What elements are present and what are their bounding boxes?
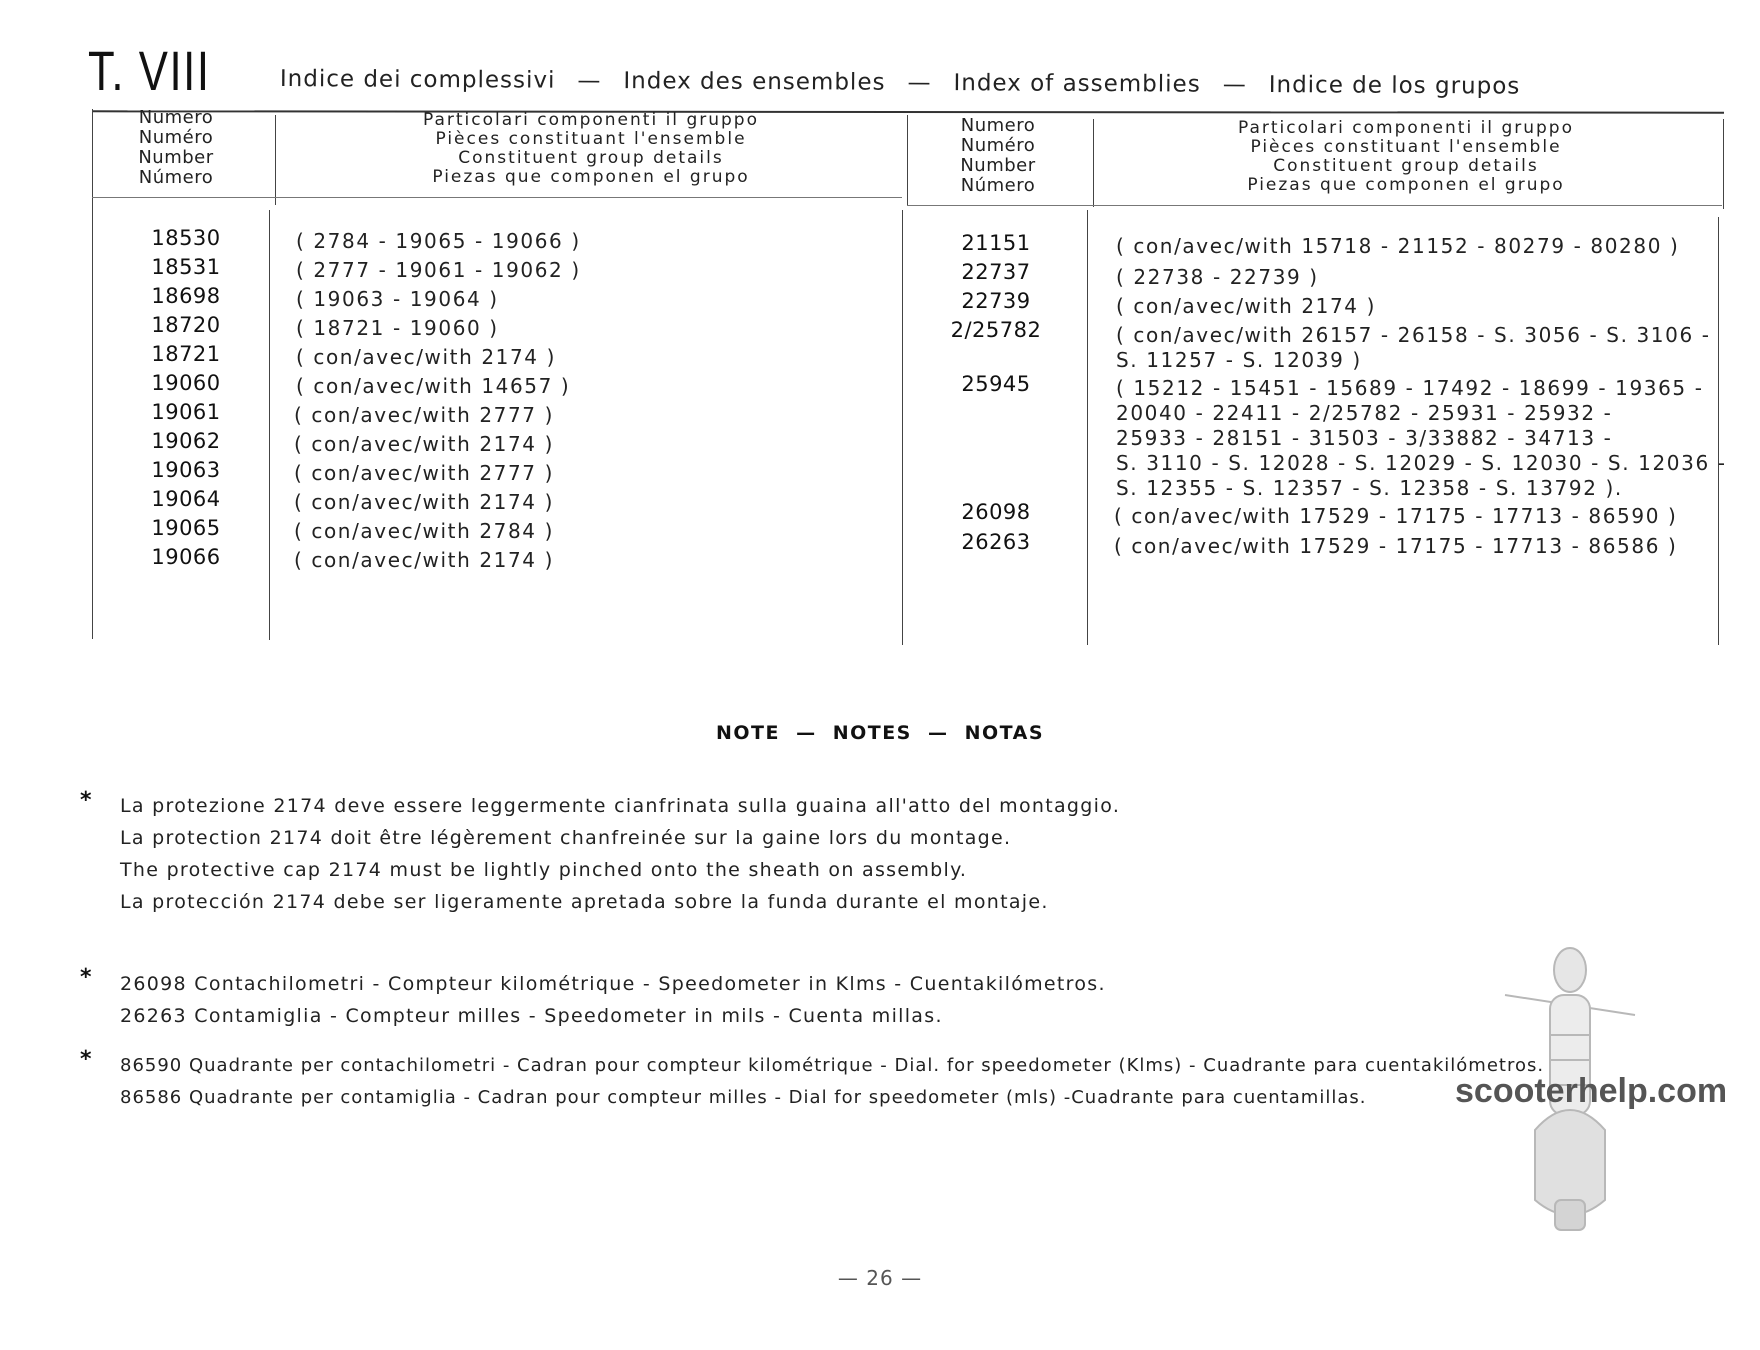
header-details-es: Piezas que componen el grupo xyxy=(1247,175,1565,195)
note-line: La protezione 2174 deve essere leggermente cianfrinata sulla guaina all'atto del montaggio. xyxy=(120,795,1121,817)
assembly-details: ( 19063 - 19064 ) xyxy=(296,287,499,311)
assemblies-table xyxy=(86,105,1726,645)
header-number-fr: Numéro xyxy=(138,127,214,148)
watermark-text: scooterhelp.com xyxy=(1455,1072,1728,1110)
table-border-left xyxy=(92,109,93,639)
assembly-details: 25933 - 28151 - 31503 - 3/33882 - 34713 - xyxy=(1116,426,1613,450)
assembly-number: 22739 xyxy=(961,289,1031,313)
assembly-details: ( con/avec/with 2174 ) xyxy=(1116,294,1376,318)
column-divider xyxy=(1087,210,1088,645)
column-divider xyxy=(1093,119,1094,207)
assembly-details: ( con/avec/with 2777 ) xyxy=(294,461,554,485)
assembly-details: ( 18721 - 19060 ) xyxy=(296,316,499,340)
header-details-it: Particolari componenti il gruppo xyxy=(423,110,759,130)
header-details-fr: Pièces constituant l'ensemble xyxy=(435,129,747,149)
title-italian: Indice dei complessivi xyxy=(279,66,556,94)
plate-number: T. VIII xyxy=(88,39,211,102)
header-details-es: Piezas que componen el grupo xyxy=(432,167,750,187)
assembly-number: 18698 xyxy=(151,284,221,308)
assembly-details: 20040 - 22411 - 2/25782 - 25931 - 25932 - xyxy=(1116,401,1613,425)
index-title xyxy=(280,66,1540,100)
assembly-number: 26263 xyxy=(961,530,1031,554)
header-rule xyxy=(92,197,902,198)
assembly-number: 19062 xyxy=(151,429,221,453)
table-border-right xyxy=(1718,217,1719,645)
assembly-details: ( 15212 - 15451 - 15689 - 17492 - 18699 - 19365 - xyxy=(1116,376,1704,400)
assembly-number: 19063 xyxy=(151,458,221,482)
column-divider xyxy=(902,210,903,645)
assembly-number: 19060 xyxy=(151,371,221,395)
header-details-it: Particolari componenti il gruppo xyxy=(1238,118,1574,138)
assembly-details: ( 2784 - 19065 - 19066 ) xyxy=(296,229,581,253)
note-line: 86590 Quadrante per contachilometri - Cadran pour compteur kilométrique - Dial. for speedometer (Klms) - Cuadrante para cuentakilómetros. xyxy=(120,1055,1545,1076)
title-separator: — xyxy=(907,69,932,96)
assembly-details: ( con/avec/with 26157 - 26158 - S. 3056 - S. 3106 - xyxy=(1116,323,1711,347)
note-line: 86586 Quadrante per contamiglia - Cadran pour compteur milles - Dial for speedometer (mls) -Cuadrante para cuentamillas. xyxy=(120,1087,1367,1108)
column-divider xyxy=(269,210,270,640)
header-number-it: Numero xyxy=(960,115,1036,136)
assembly-details: ( con/avec/with 2784 ) xyxy=(294,519,554,543)
note-line: La protection 2174 doit être légèrement chanfreinée sur la gaine lors du montage. xyxy=(120,827,1012,849)
assembly-details: ( con/avec/with 2174 ) xyxy=(294,490,554,514)
page-number: — 26 — xyxy=(837,1266,923,1290)
header-details-right xyxy=(1096,119,1716,195)
note-line: The protective cap 2174 must be lightly pinched onto the sheath on assembly. xyxy=(120,859,968,881)
assembly-details: S. 3110 - S. 12028 - S. 12029 - S. 12030 - S. 12036 - xyxy=(1116,451,1727,475)
assembly-details: ( con/avec/with 2174 ) xyxy=(294,548,554,572)
title-spanish: Indice de los grupos xyxy=(1268,72,1521,100)
assembly-details: ( con/avec/with 2777 ) xyxy=(294,403,554,427)
header-details-en: Constituent group details xyxy=(1273,156,1539,176)
note-bullet: * xyxy=(80,965,92,990)
header-number-es: Número xyxy=(138,167,214,188)
header-details-en: Constituent group details xyxy=(458,148,724,168)
note-speedometer xyxy=(120,968,1106,1032)
note-line: 26098 Contachilometri - Compteur kilométrique - Speedometer in Klms - Cuentakilómetros. xyxy=(120,973,1106,995)
header-number-it: Numero xyxy=(138,107,214,128)
note-line: 26263 Contamiglia - Compteur milles - Speedometer in mils - Cuenta millas. xyxy=(120,1005,943,1027)
assembly-details: ( con/avec/with 2174 ) xyxy=(296,345,556,369)
assembly-details: ( con/avec/with 17529 - 17175 - 17713 - 86586 ) xyxy=(1114,534,1678,558)
assembly-number: 18720 xyxy=(151,313,221,337)
note-bullet: * xyxy=(80,1047,92,1072)
title-french: Index des ensembles xyxy=(623,68,886,96)
notes-heading: NOTE — NOTES — NOTAS xyxy=(715,722,1045,744)
note-line: La protección 2174 debe ser ligeramente apretada sobre la funda durante el montaje. xyxy=(120,891,1049,913)
assembly-details: ( con/avec/with 17529 - 17175 - 17713 - 86590 ) xyxy=(1114,504,1678,528)
header-number-en: Number xyxy=(960,155,1036,176)
header-number-en: Number xyxy=(138,147,214,168)
assembly-number: 25945 xyxy=(961,372,1031,396)
assembly-details: ( 2777 - 19061 - 19062 ) xyxy=(296,258,581,282)
assembly-details: ( 22738 - 22739 ) xyxy=(1116,265,1319,289)
title-separator: — xyxy=(1222,71,1247,98)
column-divider xyxy=(907,115,908,205)
title-separator: — xyxy=(577,67,602,94)
header-details-fr: Pièces constituant l'ensemble xyxy=(1250,137,1562,157)
note-dial xyxy=(120,1050,1544,1114)
note-bullet: * xyxy=(80,788,92,813)
assembly-details: S. 12355 - S. 12357 - S. 12358 - S. 13792 ). xyxy=(1116,476,1623,500)
assembly-number: 18721 xyxy=(151,342,221,366)
assembly-number: 22737 xyxy=(961,260,1031,284)
assembly-number: 18530 xyxy=(151,226,221,250)
assembly-number: 26098 xyxy=(961,500,1031,524)
header-number-es: Número xyxy=(960,175,1036,196)
header-number-right xyxy=(918,116,1078,196)
assembly-details: ( con/avec/with 14657 ) xyxy=(296,374,571,398)
assembly-details: S. 11257 - S. 12039 ) xyxy=(1116,348,1362,372)
assembly-number: 2/25782 xyxy=(950,318,1042,342)
assembly-number: 19065 xyxy=(151,516,221,540)
table-border-right xyxy=(1723,119,1724,209)
assembly-number: 21151 xyxy=(961,231,1031,255)
title-english: Index of assemblies xyxy=(953,70,1201,98)
header-rule xyxy=(907,205,1722,206)
header-number-fr: Numéro xyxy=(960,135,1036,156)
assembly-details: ( con/avec/with 2174 ) xyxy=(294,432,554,456)
assembly-details: ( con/avec/with 15718 - 21152 - 80279 - 80280 ) xyxy=(1116,234,1680,258)
assembly-number: 19064 xyxy=(151,487,221,511)
assembly-number: 19066 xyxy=(151,545,221,569)
header-number-left xyxy=(96,108,256,188)
note-cap-2174 xyxy=(120,790,1120,918)
assembly-number: 18531 xyxy=(151,255,221,279)
header-details-left xyxy=(276,111,906,187)
assembly-number: 19061 xyxy=(151,400,221,424)
